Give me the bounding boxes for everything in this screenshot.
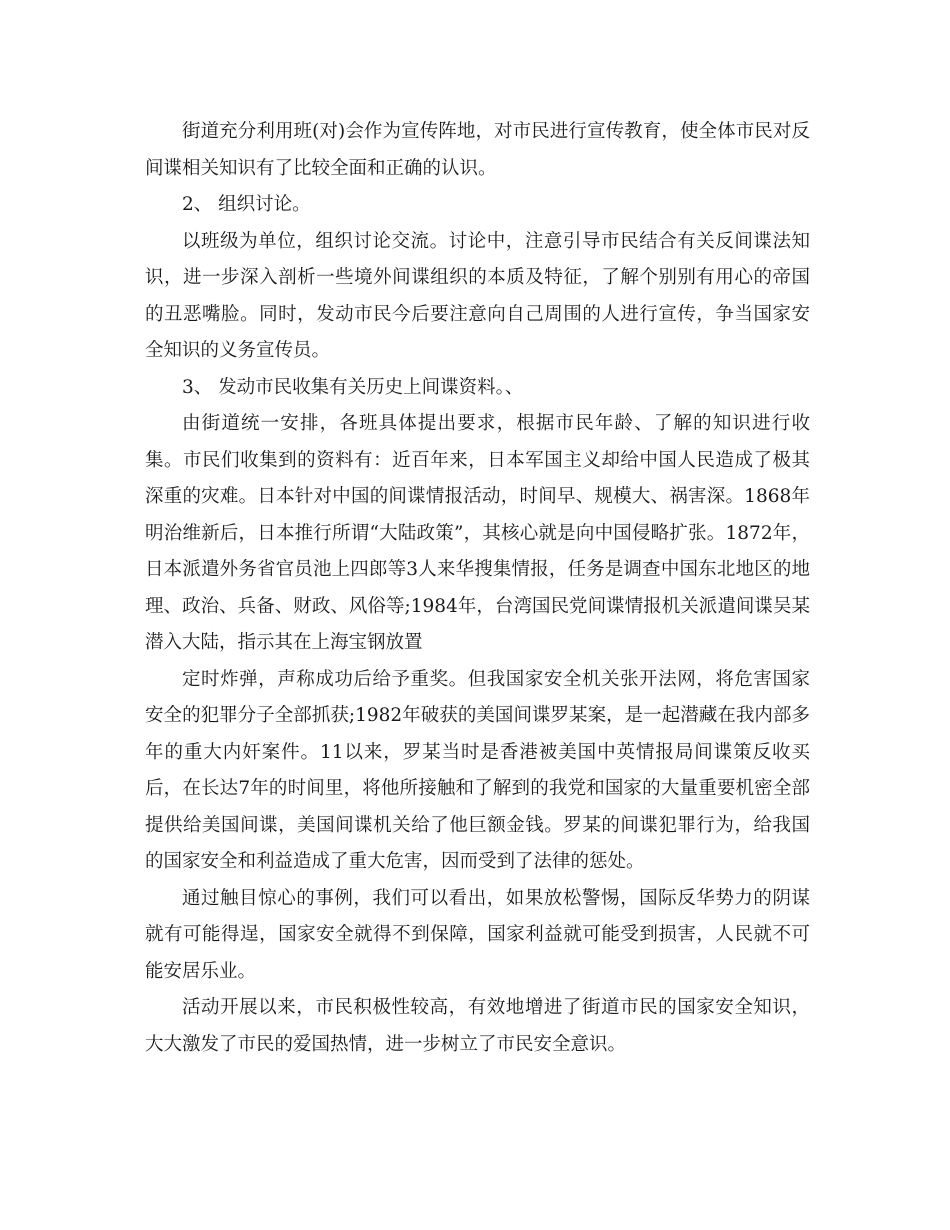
paragraph-conclusion: 活动开展以来，市民积极性较高，有效地增进了街道市民的国家安全知识，大大激发了市民的爱国热情，进一步树立了市民安全意识。 [145, 997, 810, 1055]
document-body [145, 114, 810, 1063]
paragraph-collected-materials: 由街道统一安排，各班具体提出要求，根据市民年龄、了解的知识进行收集。市民们收集到的资料有：近百年来，日本军国主义却给中国人民造成了极其深重的灾难。日本针对中国的间谍情报活动，时间早、规模大、祸害深。1868年明治维新后，日本推行所谓“大陆政策”，其核心就是向中国侵略扩张。1872年，日本派遣外务省官员池上四郎等3人来华搜集情报，任务是调查中国东北地区的地理、政治、兵备、财政、风俗等;1984年，台湾国民党间谍情报机关派遣间谍吴某潜入大陆，指示其在上海宝钢放置 [145, 413, 810, 653]
paragraph-timed-bomb-case: 定时炸弹，声称成功后给予重奖。但我国家安全机关张开法网，将危害国家安全的犯罪分子全部抓获;1982年破获的美国间谍罗某案，是一起潜藏在我内部多年的重大内奸案件。11以来，罗某当时是香港被美国中英情报局间谍策反收买后，在长达7年的时间里，将他所接触和了解到的我党和国家的大量重要机密全部提供给美国间谍，美国间谍机关给了他巨额金钱。罗某的间谍犯罪行为，给我国的国家安全和利益造成了重大危害，因而受到了法律的惩处。 [145, 668, 810, 872]
paragraph-class-meeting: 街道充分利用班(对)会作为宣传阵地，对市民进行宣传教育，使全体市民对反间谍相关知识有了比较全面和正确的认识。 [145, 121, 810, 179]
list-item-collect-materials: 3、 发动市民收集有关历史上间谍资料。、 [182, 376, 524, 398]
list-item-organize-discussion: 2、 组织讨论。 [182, 194, 311, 215]
paragraph-discussion: 以班级为单位，组织讨论交流。讨论中，注意引导市民结合有关反间谍法知识，进一步深入剖析一些境外间谍组织的本质及特征，了解个别别有用心的帝国的丑恶嘴脸。同时，发动市民今后要注意向自己周围的人进行宣传，争当国家安全知识的义务宣传员。 [145, 230, 810, 361]
paragraph-shocking-cases: 通过触目惊心的事例，我们可以看出，如果放松警惕，国际反华势力的阴谋就有可能得逞，国家安全就得不到保障，国家利益就可能受到损害，人民就不可能安居乐业。 [145, 887, 810, 982]
